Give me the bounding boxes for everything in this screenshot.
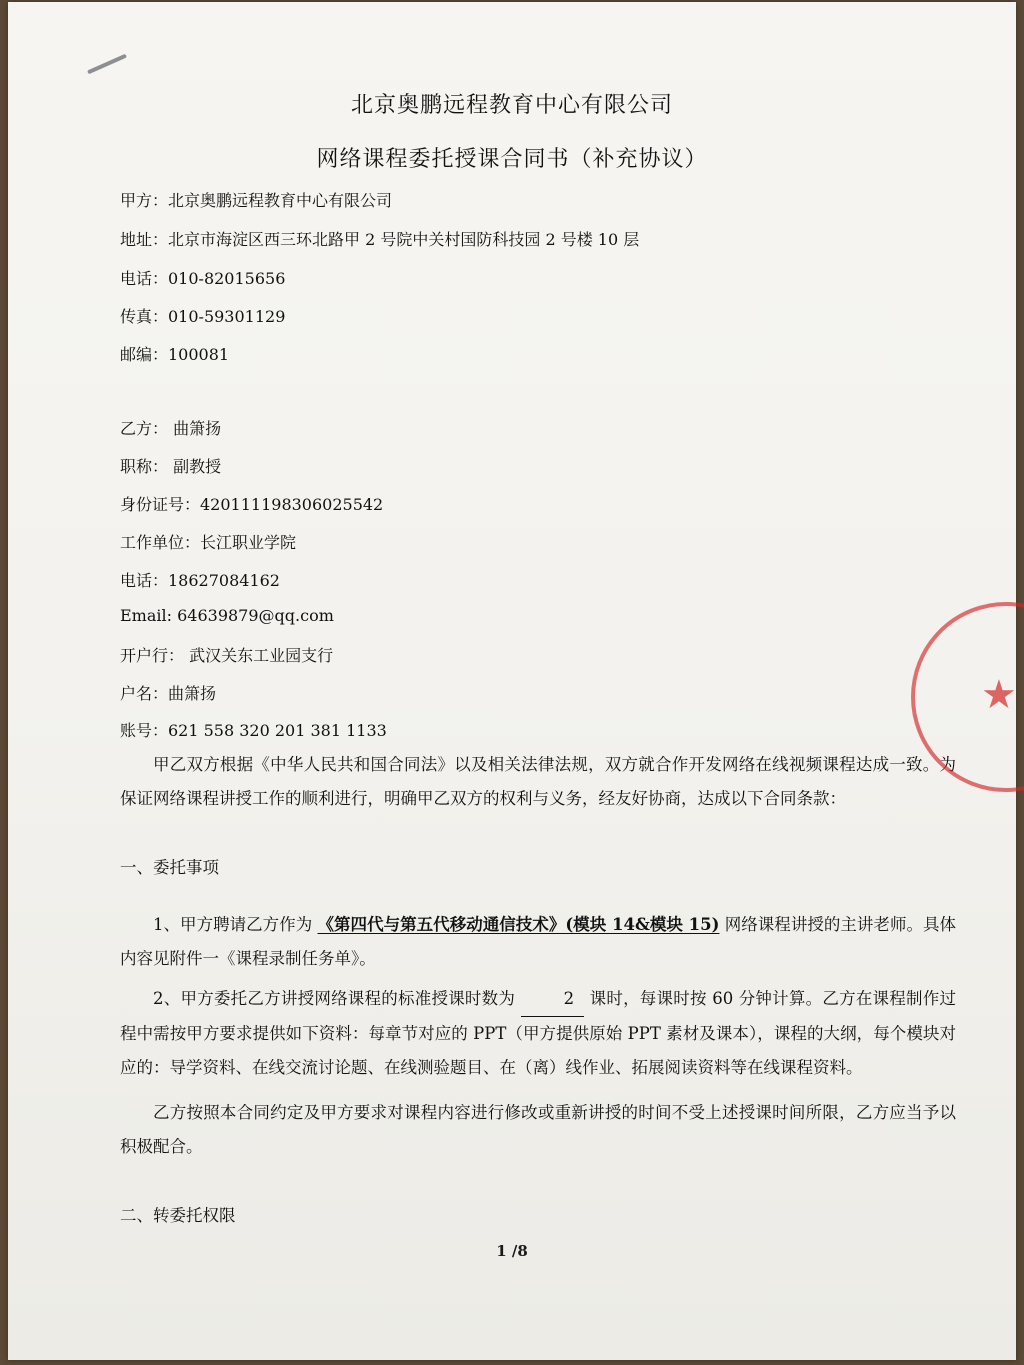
staple (87, 54, 127, 75)
clause-1-course: 《第四代与第五代移动通信技术》(模块 14&模块 15) (317, 915, 720, 934)
seal-star-icon: ★ (981, 672, 1017, 718)
page-number: 1 /8 (496, 1242, 528, 1260)
party-b-name: 乙方： 曲箫扬 (120, 419, 222, 438)
clause-2-hours: 2 (521, 982, 585, 1017)
party-a-postcode: 邮编：100081 (120, 345, 230, 364)
clause-2-suffix: 课时，每课时按 60 分钟计算。乙方在课程制作过程中需按甲方要求提供如下资料：每章节对应的 PPT（甲方提供原始 PPT 素材及课本），课程的大纲，每个模块对应的：导学资料、在线交流讨论题、在线测验题目、在（离）线作业、拓展阅读资料等在线课程资料。 (120, 989, 956, 1077)
clause-1-prefix: 1、甲方聘请乙方作为 (153, 915, 313, 934)
party-b-email: Email: 64639879@qq.com (120, 606, 334, 625)
party-b-employer: 工作单位：长江职业学院 (120, 533, 297, 552)
section-1-title: 一、委托事项 (120, 858, 219, 877)
party-b-account-name: 户名：曲箫扬 (120, 684, 217, 703)
contract-page (8, 2, 1016, 1360)
clause-2 (120, 982, 956, 1085)
party-b-title: 职称： 副教授 (120, 457, 222, 476)
party-b-account-number: 账号：621 558 320 201 381 1133 (120, 721, 387, 740)
party-b-bank: 开户行： 武汉关东工业园支行 (120, 646, 334, 665)
party-a-fax: 传真：010-59301129 (120, 307, 286, 326)
party-a-name: 甲方：北京奥鹏远程教育中心有限公司 (120, 191, 393, 210)
clause-3: 乙方按照本合同约定及甲方要求对课程内容进行修改或重新讲授的时间不受上述授课时间所限，乙方应当予以积极配合。 (120, 1103, 956, 1156)
clause-1-suffix: 网络课程讲授的主讲老师。具体内容见附件一《课程录制任务单》。 (120, 915, 957, 968)
party-a-address: 地址：北京市海淀区西三环北路甲 2 号院中关村国防科技园 2 号楼 10 层 (120, 230, 640, 249)
section-2-title: 二、转委托权限 (120, 1206, 236, 1225)
clause-2-prefix: 2、甲方委托乙方讲授网络课程的标准授课时数为 (153, 989, 516, 1008)
clause-1 (120, 908, 956, 976)
company-title: 北京奥鹏远程教育中心有限公司 (350, 93, 673, 118)
party-a-phone: 电话：010-82015656 (120, 269, 286, 288)
party-b-phone: 电话：18627084162 (120, 571, 280, 590)
contract-title: 网络课程委托授课合同书（补充协议） (316, 147, 708, 172)
party-b-id: 身份证号：420111198306025542 (120, 495, 384, 514)
intro-paragraph: 甲乙双方根据《中华人民共和国合同法》以及相关法律法规，双方就合作开发网络在线视频课程达成一致。为保证网络课程讲授工作的顺利进行，明确甲乙双方的权利与义务，经友好协商，达成以下合同条款： (120, 755, 956, 808)
